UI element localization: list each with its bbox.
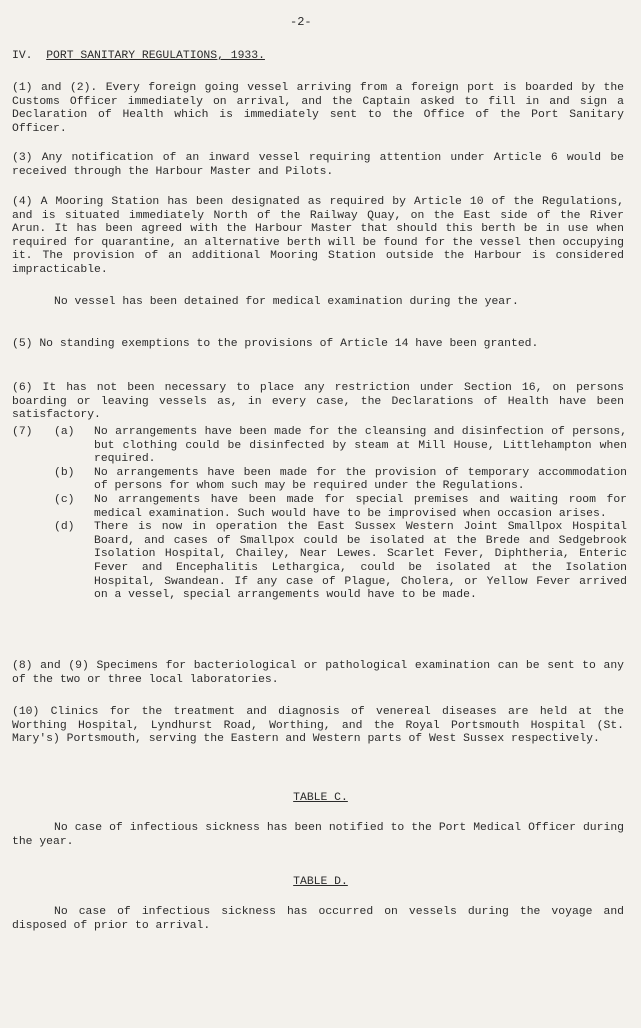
paragraph-4-detention: No vessel has been detained for medical examination during the year. <box>54 296 519 308</box>
page-number: -2- <box>290 15 312 29</box>
paragraph-7a-text: No arrangements have been made for the cleansing and disinfection of persons, but clothing could be disinfected by steam at Mill House, Littlehampton when required. <box>94 426 627 466</box>
paragraph-10: (10) Clinics for the treatment and diagnosis of venereal diseases are held at the Worthing Hospital, Lyndhurst Road, Worthing, and the Royal Portsmouth Hospital (St. Mary's) Portsmouth, serving the Eastern and Western parts of West Sussex respectively. <box>12 706 624 746</box>
table-d-text: No case of infectious sickness has occurred on vessels during the voyage and disposed of prior to arrival. <box>12 906 624 932</box>
paragraph-7d <box>12 521 627 603</box>
label-d: (d) <box>54 521 75 534</box>
paragraph-7 <box>12 426 627 603</box>
section-heading <box>12 50 265 64</box>
table-c-caption: TABLE C. <box>293 792 348 804</box>
paragraph-7b <box>12 467 627 494</box>
paragraph-7c <box>12 494 627 521</box>
table-d-caption: TABLE D. <box>293 876 348 888</box>
paragraph-1-2: (1) and (2). Every foreign going vessel arriving from a foreign port is boarded by the Customs Officer immediately on arrival, and the Captain asked to fill in and sign a Declaration of Health which is immediately sent to the Office of the Port Sanitary Officer. <box>12 82 624 135</box>
paragraph-7c-text: No arrangements have been made for special premises and waiting room for medical examination. Such would have to be improvised when occasion arises. <box>94 493 627 520</box>
paragraph-7b-text: No arrangements have been made for the provision of temporary accommodation of persons for whom such may be required under the Regulations. <box>94 466 627 493</box>
paragraph-8-9: (8) and (9) Specimens for bacteriological or pathological examination can be sent to any of the two or three local laboratories. <box>12 660 624 686</box>
section-title: PORT SANITARY REGULATIONS, 1933. <box>46 50 265 62</box>
label-c: (c) <box>54 493 75 506</box>
paragraph-4: (4) A Mooring Station has been designated as required by Article 10 of the Regulations, and is situated immediately North of the Railway Quay, on the East side of the River Arun. It has been agreed with the Harbour Master that should this berth be in use when required for quarantine, an alternative berth will be found for the vessel then occupying it. The provision of an additional Mooring Station outside the Harbour is considered impracticable. <box>12 196 624 276</box>
paragraph-6: (6) It has not been necessary to place any restriction under Section 16, on persons boarding or leaving vessels as, in every case, the Declarations of Health have been satisfactory. <box>12 382 624 422</box>
paragraph-5: (5) No standing exemptions to the provisions of Article 14 have been granted. <box>12 338 539 350</box>
paragraph-7a <box>12 426 627 467</box>
paragraph-3: (3) Any notification of an inward vessel requiring attention under Article 6 would be received through the Harbour Master and Pilots. <box>12 152 624 178</box>
paragraph-7d-text: There is now in operation the East Sussex Western Joint Smallpox Hospital Board, and cases of Smallpox could be isolated at the Brede and Sedgebrook Isolation Hospital, Chailey, Near Lewes. Scarlet Fever, Diphtheria, Enteric Fever and Encephalitis Lethargica, could be isolated at the Isolation Hospital, Swandean. If any case of Plague, Cholera, or Yellow Fever arrived on a vessel, special arrangements would have to be made. <box>94 521 627 602</box>
section-number: IV. <box>12 50 33 62</box>
label-b: (b) <box>54 466 75 479</box>
label-7: (7) <box>12 426 33 438</box>
label-a: (a) <box>54 426 75 438</box>
table-c-text: No case of infectious sickness has been notified to the Port Medical Officer during the year. <box>12 822 624 848</box>
